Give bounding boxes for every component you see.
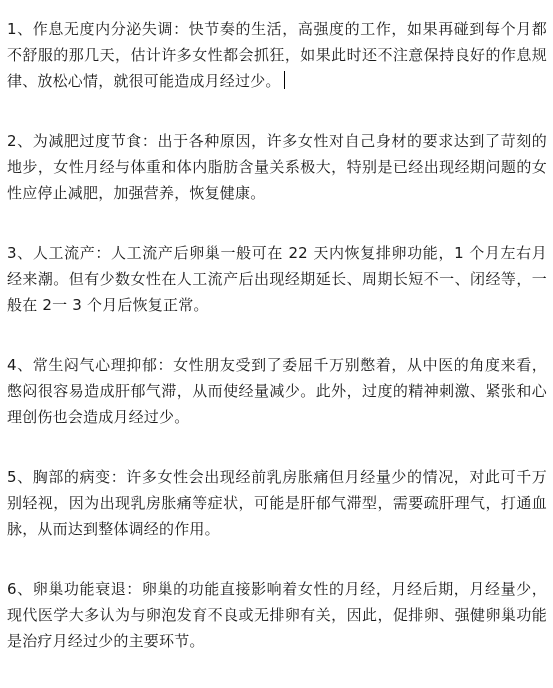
paragraph-6-text: 6、卵巢功能衰退：卵巢的功能直接影响着女性的月经，月经后期，月经量少，现代医学大多认为与卵泡发育不良或无排卵有关，因此，促排卵、强健卵巢功能是治疗月经过少的主要环节。 (7, 580, 547, 650)
text-cursor (284, 71, 286, 89)
paragraph-2-text: 2、为减肥过度节食：出于各种原因，许多女性对自己身材的要求达到了苛刻的地步，女性月经与体重和体内脂肪含量关系极大，特别是已经出现经期问题的女性应停止减肥，加强营养，恢复健康。 (7, 132, 547, 202)
paragraph-1-text: 1、作息无度内分泌失调：快节奏的生活，高强度的工作，如果再碰到每个月都不舒服的那几天，估计许多女性都会抓狂，如果此时还不注意保持良好的作息规律、放松心情，就很可能造成月经过少。 (7, 20, 547, 90)
document-body (7, 16, 547, 688)
paragraph-5 (7, 464, 547, 542)
paragraph-5-text: 5、胸部的病变：许多女性会出现经前乳房胀痛但月经量少的情况，对此可千万别轻视，因为出现乳房胀痛等症状，可能是肝郁气滞型，需要疏肝理气，打通血脉，从而达到整体调经的作用。 (7, 468, 547, 538)
paragraph-2 (7, 128, 547, 206)
paragraph-1 (7, 16, 547, 94)
paragraph-4-text: 4、常生闷气心理抑郁：女性朋友受到了委屈千万别憋着，从中医的角度来看，憋闷很容易造成肝郁气滞，从而使经量减少。此外，过度的精神刺激、紧张和心理创伤也会造成月经过少。 (7, 356, 547, 426)
paragraph-4 (7, 352, 547, 430)
paragraph-6 (7, 576, 547, 654)
paragraph-3 (7, 240, 547, 318)
paragraph-3-text: 3、人工流产：人工流产后卵巢一般可在 22 天内恢复排卵功能，1 个月左右月经来潮。但有少数女性在人工流产后出现经期延长、周期长短不一、闭经等，一般在 2一 3 个月后恢复正常。 (7, 244, 547, 314)
